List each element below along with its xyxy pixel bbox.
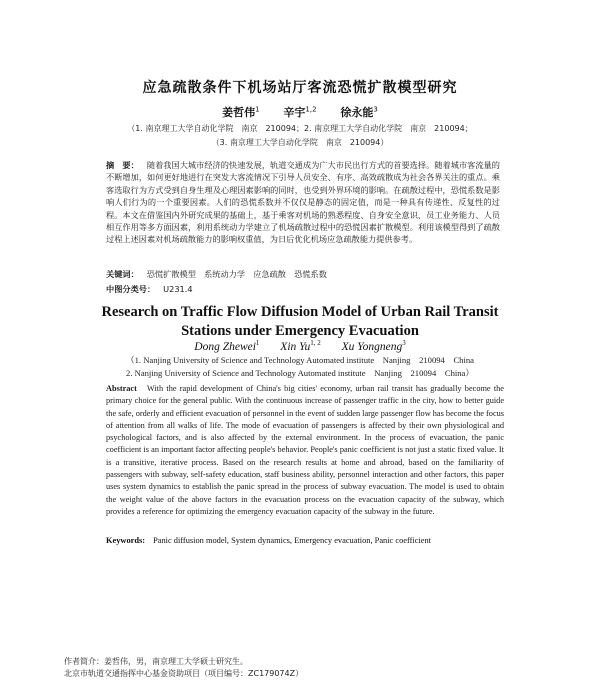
english-title-line-2: Stations under Emergency Evacuation	[181, 323, 419, 339]
english-author-2: Xin Yu$^{1, 2}$	[280, 339, 321, 353]
footnote-author-bio: 作者简介：姜哲伟，男，南京理工大学硕士研究生。	[64, 657, 248, 666]
chinese-author-3: 徐永能$^3$	[340, 105, 378, 119]
english-keywords-label: Keywords:	[106, 536, 146, 545]
chinese-keywords-text: 恐慌扩散模型 系统动力学 应急疏散 恐慌系数	[146, 269, 327, 279]
english-abstract	[106, 383, 504, 518]
chinese-affiliation-line-2: （3. 南京理工大学自动化学院 南京 210094）	[211, 138, 389, 147]
english-keywords	[106, 536, 504, 545]
chinese-keywords	[106, 268, 500, 280]
english-authors	[0, 339, 600, 353]
english-affiliation-line-1: （1. Nanjing University of Science and Technology Automated institute Nanjing 210094 China	[126, 355, 474, 365]
chinese-abstract	[106, 159, 500, 246]
english-affiliation-line-2: 2. Nanjing University of Science and Technology Automated institute Nanjing 210094 China）	[126, 368, 474, 378]
chinese-classification	[106, 283, 500, 295]
english-title-line-1: Research on Traffic Flow Diffusion Model of Urban Rail Transit	[101, 304, 499, 320]
chinese-author-1: 姜哲伟$^1$	[222, 105, 260, 119]
classification-value: U231.4	[163, 284, 193, 294]
english-author-1: Dong Zhewei$^1$	[194, 339, 260, 353]
english-title	[0, 303, 600, 341]
chinese-authors	[0, 104, 600, 120]
english-author-3: Xu Yongneng$^3$	[341, 339, 406, 353]
english-abstract-label: Abstract	[106, 384, 137, 393]
chinese-author-2: 辛宇$^{1,2}$	[283, 105, 317, 119]
chinese-affiliation-line-1: （1. 南京理工大学自动化学院 南京 210094；2. 南京理工大学自动化学院 南京 210094；	[127, 124, 473, 133]
chinese-title: 应急疏散条件下机场站厅客流恐慌扩散模型研究	[142, 80, 458, 96]
english-keywords-text: Panic diffusion model, System dynamics, Emergency evacuation, Panic coefficient	[153, 536, 432, 545]
chinese-abstract-label: 摘 要：	[106, 160, 139, 170]
english-abstract-text: With the rapid development of China's big cities' economy, urban rail transit has gradually become the primary choice for the general public. With the continuous increase of passenger traffic in the city, how to better guide the safe, orderly and efficient evacuation of personnel in the event of sudden large passenger flow has become the focus of attention from all walks of life. The mode of evacuation of passengers is affected by their own physiological and psychological factors, and is also affected by the external environment. In the process of evacuation, the panic coefficient is an important factor affecting people's behavior. People's panic coefficient is not just a static fixed value. It is a transitive, iterative process. Based on the research results at home and abroad, based on the familiarity of passengers with subway, self-safety education, staff business ability, personnel interaction and other factors, this paper uses system dynamics to establish the panic spread in the process of subway evacuation. The model is used to obtain the weight value of the above factors in the evacuation process on the evacuation capacity of the subway, which provides a reference for optimizing the emergency evacuation capacity of the subway in the future.	[106, 384, 504, 516]
classification-label: 中图分类号：	[106, 284, 156, 294]
chinese-keywords-label: 关键词：	[106, 269, 139, 279]
footnote-funding: 北京市轨道交通指挥中心基金资助项目（项目编号：ZC179074Z）	[64, 669, 304, 678]
chinese-abstract-text: 随着我国大城市经济的快速发展，轨道交通成为广大市民出行方式的首要选择。随着城市客流量的不断增加，如何更好地进行在突发大客流情况下引导人员安全、有序、高效疏散成为社会各界关注的重点。乘客选取行为方式受到自身生理及心理因素影响的同时，也受到外界环境的影响。在疏散过程中，恐慌系数是影响人们行为的一个重要因素。人们的恐慌系数并不仅仅是静态的固定值，而是一种具有传递性、反复性的过程。本文在借鉴国内外研究成果的基础上，基于乘客对机场的熟悉程度、自身安全意识、员工业务能力、人员相互作用等多方面因素，利用系统动力学建立了机场疏散过程中的恐慌因素扩散模型。利用该模型得到了疏散过程上述因素对机场疏散能力的影响权重值，为日后优化机场应急疏散能力提供参考。	[106, 160, 500, 245]
